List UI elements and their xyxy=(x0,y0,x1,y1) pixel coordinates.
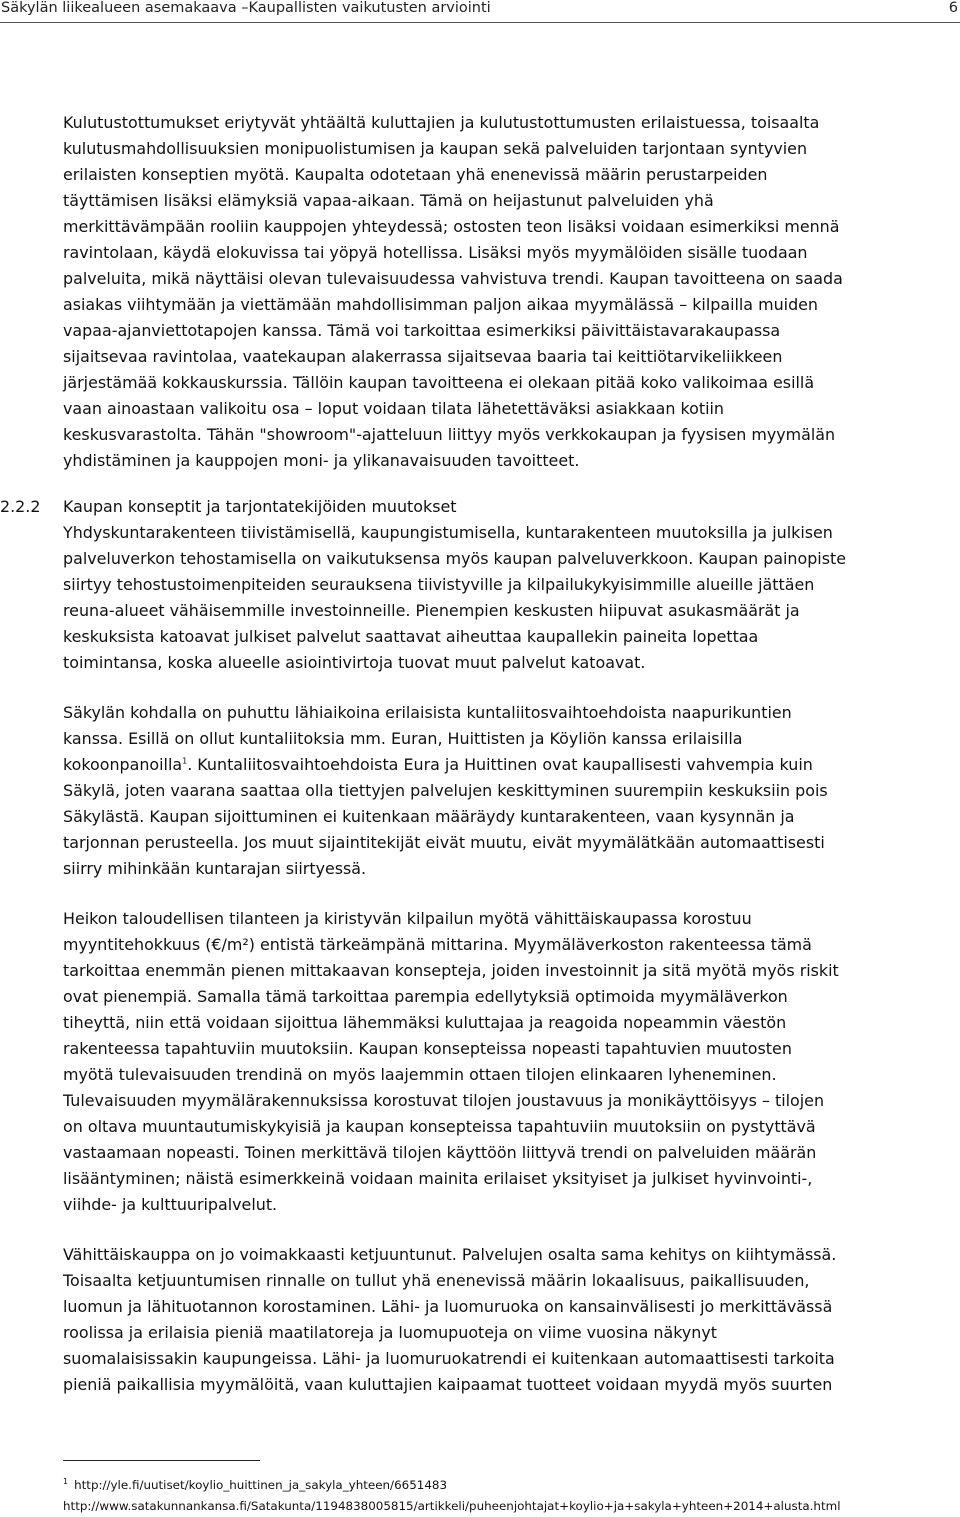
text-line: vapaa-ajanviettotapojen kanssa. Tämä voi tarkoittaa esimerkiksi päivittäistavarakaupassa xyxy=(63,321,781,340)
footnote-mark: 1 xyxy=(63,1477,69,1487)
text-line: tiheyttä, niin että voidaan sijoittua lähemmäksi kuluttajaa ja reagoida nopeammin väestön xyxy=(63,1013,787,1032)
footnote-link[interactable]: http://yle.fi/uutiset/koylio_huittinen_ja_sakyla_yhteen/6651483 xyxy=(74,1478,448,1492)
text-line: myyntitehokkuus (€/m²) entistä tärkeämpänä mittarina. Myymäläverkoston rakenteessa tämä xyxy=(63,935,812,954)
text-segment: . Kuntaliitosvaihtoehdoista Eura ja Huittinen ovat kaupallisesti vahvempia kuin xyxy=(187,755,813,774)
paragraph-consumption-habits xyxy=(63,110,960,474)
text-line: palveluita, mikä näyttäisi olevan tulevaisuudessa vahvistuva trendi. Kaupan tavoitteena on saada xyxy=(63,269,843,288)
footnotes xyxy=(63,1475,960,1517)
paragraph-retail-chains xyxy=(63,1242,960,1398)
document-title: Säkylän liikealueen asemakaava –Kaupallisten vaikutusten arviointi xyxy=(1,0,491,16)
text-line: järjestämää kokkauskurssia. Tällöin kaupan tavoitteena ei olekaan pitää koko valikoimaa esillä xyxy=(63,373,815,392)
text-line: ravintolaan, käydä elokuvissa tai yöpyä hotellissa. Lisäksi myös myymälöiden sisälle tuodaan xyxy=(63,243,808,262)
text-line: Vähittäiskauppa on jo voimakkaasti ketjuuntunut. Palvelujen osalta sama kehitys on kiihtymässä. xyxy=(63,1245,837,1264)
text-line: on oltava muuntautumiskykyisiä ja kaupan konsepteissa tapahtuviin muutoksiin on pystyttävä xyxy=(63,1117,816,1136)
text-line: rakenteessa tapahtuviin muutoksiin. Kaupan konsepteissa nopeasti tapahtuvien muutosten xyxy=(63,1039,792,1058)
text-line: kanssa. Esillä on ollut kuntaliitoksia mm. Euran, Huittisten ja Köyliön kanssa erilaisilla xyxy=(63,729,743,748)
text-line: asiakas viihtymään ja viettämään mahdollisimman paljon aikaa myymälässä – kilpailla muiden xyxy=(63,295,818,314)
text-line: tarkoittaa enemmän pienen mittakaavan konsepteja, joiden investoinnit ja sitä myötä myös riskit xyxy=(63,961,839,980)
text-line: viihde- ja kulttuuripalvelut. xyxy=(63,1195,278,1214)
section-heading xyxy=(0,494,960,520)
footnote-divider xyxy=(63,1460,260,1461)
text-line: reuna-alueet vähäisemmille investoinneille. Pienempien keskusten hiipuvat asukasmäärät ja xyxy=(63,601,800,620)
text-line: Yhdyskuntarakenteen tiivistämisellä, kaupungistumisella, kuntarakenteen muutoksilla ja julkisen xyxy=(63,523,833,542)
text-line: suomalaisissakin kaupungeissa. Lähi- ja luomuruokatrendi ei kuitenkaan automaattisesti tarkoita xyxy=(63,1349,835,1368)
text-line: täyttämisen lisäksi elämyksiä vapaa-aikaan. Tämä on heijastunut palveluiden yhä xyxy=(63,191,714,210)
text-line: siirry mihinkään kuntarajan siirtyessä. xyxy=(63,859,367,878)
text-line: erilaisten konseptien myötä. Kaupalta odotetaan yhä enenevissä määrin perustarpeiden xyxy=(63,165,768,184)
paragraph-sales-efficiency xyxy=(63,906,960,1218)
text-line: siirtyy tehostustoimenpiteiden seurauksena tiivistyville ja kilpailukykyisimmille alueille jättäen xyxy=(63,575,815,594)
text-line: Heikon taloudellisen tilanteen ja kiristyvän kilpailun myötä vähittäiskaupassa korostuu xyxy=(63,909,752,928)
text-line: tarjonnan perusteella. Jos muut sijaintitekijät eivät muutu, eivät myymälätkään automaattisesti xyxy=(63,833,825,852)
text-line: kulutusmahdollisuuksien monipuolistumisen ja kaupan sekä palveluiden tarjontaan syntyvien xyxy=(63,139,808,158)
text-line: Säkylä, joten vaarana saattaa olla tiettyjen palvelujen keskittyminen suurempiin keskuksiin pois xyxy=(63,781,828,800)
section-number: 2.2.2 xyxy=(0,497,41,516)
text-line: merkittävämpään rooliin kauppojen yhteydessä; ostosten teon lisäksi voidaan esimerkiksi mennä xyxy=(63,217,840,236)
text-line: Säkylän kohdalla on puhuttu lähiaikoina erilaisista kuntaliitosvaihtoehdoista naapurikuntien xyxy=(63,703,792,722)
text-line: Säkylästä. Kaupan sijoittuminen ei kuitenkaan määräydy kuntarakenteen, vaan kysynnän ja xyxy=(63,807,795,826)
text-line: lisääntyminen; näistä esimerkkeinä voidaan mainita erilaiset yksityiset ja julkiset hyvinvointi-, xyxy=(63,1169,813,1188)
text-line: pieniä paikallisia myymälöitä, vaan kuluttajien kaipaamat tuotteet voidaan myydä myös suurten xyxy=(63,1375,833,1394)
section-title: Kaupan konseptit ja tarjontatekijöiden muutokset xyxy=(63,497,457,516)
text-line: palveluverkon tehostamisella on vaikutuksensa myös kaupan palveluverkkoon. Kaupan painopiste xyxy=(63,549,847,568)
text-line: ovat pienempiä. Samalla tämä tarkoittaa parempia edellytyksiä optimoida myymäläverkon xyxy=(63,987,788,1006)
paragraph-municipal-mergers xyxy=(63,700,960,882)
text-line: vaan ainoastaan valikoitu osa – loput voidaan tilata lähetettäväksi asiakkaan kotiin xyxy=(63,399,724,418)
text-line: roolissa ja erilaisia pieniä maatilatoreja ja luomupuoteja on viime vuosina näkynyt xyxy=(63,1323,717,1342)
text-segment: kokoonpanoilla xyxy=(63,755,183,774)
text-line xyxy=(63,752,960,778)
footnote-link[interactable]: http://www.satakunnankansa.fi/Satakunta/1194838005815/artikkeli/puheenjohtajat+koylio+ja+sakyla+yhteen+2014+alusta.html xyxy=(63,1499,841,1513)
text-line: yhdistäminen ja kauppojen moni- ja ylikanavaisuuden tavoitteet. xyxy=(63,451,580,470)
text-line: Tulevaisuuden myymälärakennuksissa korostuvat tilojen joustavuus ja monikäyttöisyys – tilojen xyxy=(63,1091,825,1110)
paragraph-community-structure xyxy=(63,520,960,676)
page-number: 6 xyxy=(948,0,958,16)
footnote-item xyxy=(63,1475,960,1496)
body-text xyxy=(0,110,960,1398)
text-line: Toisaalta ketjuuntumisen rinnalle on tullut yhä enenevissä määrin lokaalisuus, paikallisuuden, xyxy=(63,1271,810,1290)
header-divider xyxy=(0,22,960,23)
text-line: sijaitsevaa ravintolaa, vaatekaupan alakerrassa sijaitsevaa baaria tai keittiötarvikeliikkeen xyxy=(63,347,783,366)
text-line: luomun ja lähituotannon korostaminen. Lähi- ja luomuruoka on kansainvälisesti jo merkittävässä xyxy=(63,1297,833,1316)
text-line: Kulutustottumukset eriytyvät yhtäältä kuluttajien ja kulutustottumusten erilaistuessa, toisaalta xyxy=(63,113,820,132)
text-line: keskuksista katoavat julkiset palvelut saattavat aiheuttaa kaupallekin paineita lopettaa xyxy=(63,627,759,646)
text-line: myötä tulevaisuuden trendinä on myös laajemmin ottaen tilojen elinkaaren lyheneminen. xyxy=(63,1065,777,1084)
text-line: keskusvarastolta. Tähän "showroom"-ajatteluun liittyy myös verkkokaupan ja fyysisen myymälän xyxy=(63,425,836,444)
footnote-reference[interactable]: 1 xyxy=(182,756,188,766)
text-line: vastaamaan nopeasti. Toinen merkittävä tilojen käyttöön liittyvä trendi on palveluiden määrän xyxy=(63,1143,817,1162)
text-line: toimintansa, koska alueelle asiointivirtoja tuovat muut palvelut katoavat. xyxy=(63,653,646,672)
